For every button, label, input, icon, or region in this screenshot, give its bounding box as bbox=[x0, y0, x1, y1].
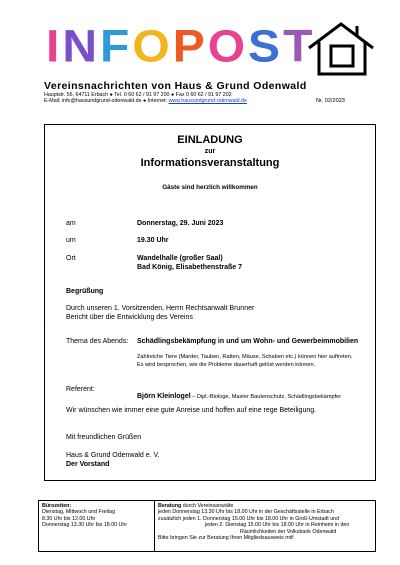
greeting-line-2: Bericht über die Entwicklung des Vereins bbox=[66, 314, 193, 321]
date-value: Donnerstag, 29. Juni 2023 bbox=[137, 220, 224, 227]
speaker-line bbox=[137, 385, 341, 403]
invitation-box bbox=[44, 124, 376, 481]
email-text: E-Mail: info@hausundgrund-odenwald.de ● Internet: bbox=[44, 98, 169, 104]
office-hours-line: Donnerstag 13.30 Uhr bis 18.00 Uhr bbox=[42, 522, 128, 529]
logo-letter: T bbox=[283, 21, 316, 72]
logo-letter: S bbox=[248, 21, 284, 72]
topic-label: Thema des Abends: bbox=[66, 338, 129, 345]
guests-welcome: Gäste sind herzlich willkommen bbox=[162, 184, 258, 191]
office-hours-heading: Bürozeiten: bbox=[42, 503, 72, 509]
logo-letter: I bbox=[46, 21, 63, 72]
advice-line: jeden Donnerstag 13.30 Uhr bis 18.00 Uhr in der Geschäftsstelle in Erbach bbox=[158, 509, 334, 516]
logo-letter: O bbox=[207, 21, 249, 72]
speaker-label: Referent: bbox=[66, 386, 95, 393]
issue-number: Nr. 02/2023 bbox=[316, 98, 345, 104]
office-hours bbox=[42, 503, 127, 529]
invitation-event: Informationsveranstaltung bbox=[140, 157, 280, 169]
margin-dot: · bbox=[44, 323, 46, 329]
advice-line: zusätzlich jeden 1. Donnerstag 15.00 Uhr bis 18.00 Uhr in Groß-Umstadt und bbox=[158, 515, 340, 522]
greeting-line-1: Durch unseren 1. Vorsitzenden, Herrn Rechtsanwalt Brunner bbox=[66, 305, 255, 312]
advice-line: Räumlichkeiten der Volksbank Odenwald bbox=[240, 528, 337, 535]
advice-line: jeden 2. Dienstag 15.00 Uhr bis 18.00 Uhr in Reinheim in den bbox=[205, 522, 350, 529]
office-hours-line: 8.30 Uhr bis 12.00 Uhr bbox=[42, 515, 96, 522]
advice-line: Bitte bringen Sie zur Beratung Ihren Mitgliedsausweis mit! bbox=[158, 535, 294, 542]
regards-text: Mit freundlichen Grüßen bbox=[66, 434, 142, 441]
newsletter-title: Vereinsnachrichten von Haus & Grund Odenwald bbox=[44, 80, 307, 92]
topic-description-2: Es wird besprochen, wie die Probleme dauerhaft gelöst werden können. bbox=[137, 362, 316, 368]
advice-heading-rest: durch Vereinsanwälte bbox=[181, 503, 234, 509]
topic-value: Schädlingsbekämpfung in und um Wohn- und Gewerbeimmobilien bbox=[137, 338, 359, 345]
logo-letter: F bbox=[100, 21, 133, 72]
invitation-title: EINLADUNG bbox=[177, 134, 243, 146]
website-link[interactable]: www.hausundgrund-odenwald.de bbox=[168, 98, 247, 104]
logo-letter: N bbox=[62, 21, 101, 72]
time-value: 19.30 Uhr bbox=[137, 237, 169, 244]
advice-hours bbox=[158, 503, 349, 541]
speaker-name: Björn Kleinlogel bbox=[137, 393, 191, 400]
infopost-logo bbox=[46, 22, 315, 72]
organization-name: Haus & Grund Odenwald e. V. bbox=[66, 452, 160, 459]
house-logo-icon bbox=[305, 20, 377, 76]
place-line-1: Wandelhalle (großer Saal) bbox=[137, 255, 223, 262]
office-hours-line: Dienstag, Mittwoch und Freitag bbox=[42, 509, 116, 516]
logo-letter: P bbox=[172, 21, 208, 72]
closing-text: Wir wünschen wie immer eine gute Anreise und hoffen auf eine rege Beteiligung. bbox=[66, 407, 317, 414]
speaker-description: – Dipl.-Biologe, Master Bautenschutz, Schädlingsbekämpfer bbox=[190, 394, 342, 400]
time-label: um bbox=[66, 237, 76, 244]
invitation-subtitle: zur bbox=[204, 148, 216, 155]
advice-heading: Beratung bbox=[158, 503, 182, 509]
contact-line bbox=[44, 98, 324, 104]
signature: Der Vorstand bbox=[66, 461, 110, 468]
topic-description-1: Zahlreiche Tiere (Marder, Tauben, Ratten, Mäuse, Schaben etc.) können hier auftreten. bbox=[137, 354, 353, 360]
footer-divider bbox=[154, 500, 155, 552]
address-line: Hauptstr. 56, 64711 Erbach ● Tel. 0 60 62 / 91 97 200 ● Fax 0 60 62 / 91 97 202 bbox=[44, 92, 232, 98]
date-label: am bbox=[66, 220, 76, 227]
logo-letter: O bbox=[132, 21, 173, 72]
place-line-2: Bad König, Elisabethenstraße 7 bbox=[137, 264, 243, 271]
greeting-heading: Begrüßung bbox=[66, 288, 104, 295]
place-label: Ort bbox=[66, 255, 76, 262]
